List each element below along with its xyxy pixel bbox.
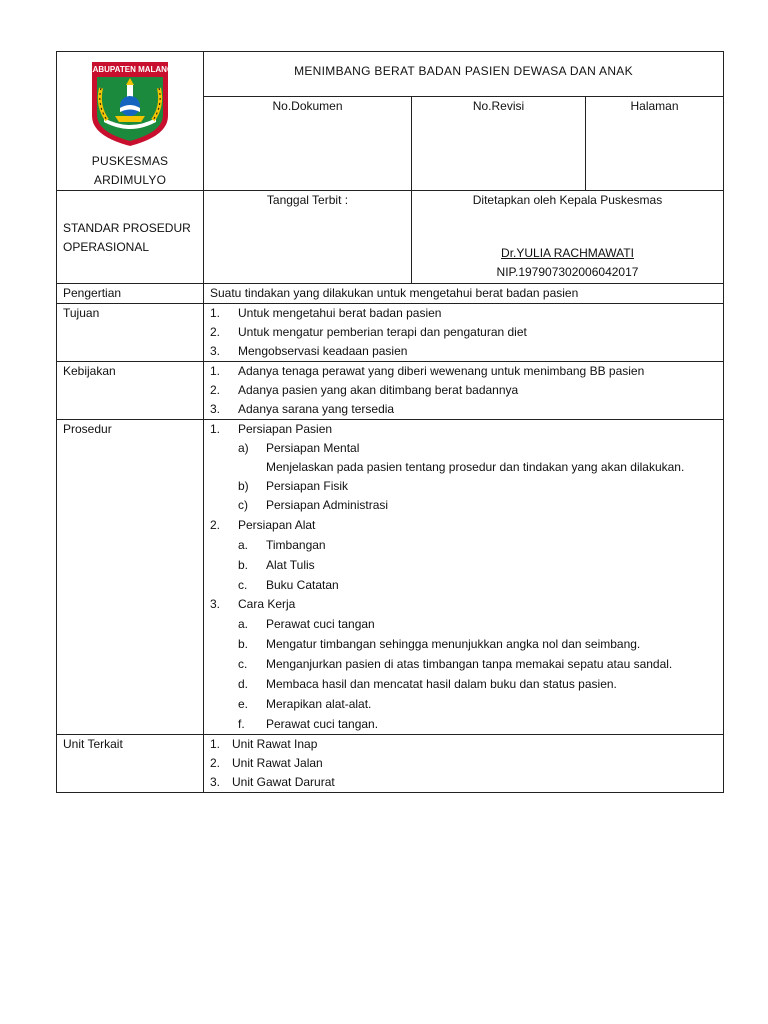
list-item: 2. Untuk mengatur pemberian terapi dan pengaturan diet (210, 325, 527, 339)
ditetapkan-label: Ditetapkan oleh Kepala Puskesmas (472, 193, 663, 207)
tanggal-terbit-cell (204, 191, 412, 284)
list-item: 3. Unit Gawat Darurat (210, 775, 335, 789)
sop-label-line-2: OPERASIONAL (63, 240, 150, 254)
no-revisi-cell (412, 97, 586, 191)
list-item: f. Perawat cuci tangan. (238, 717, 379, 731)
list-item: b) Persiapan Fisik (238, 479, 349, 493)
no-dokumen-cell (204, 97, 412, 191)
list-item: a. Timbangan (238, 538, 326, 552)
list-item: a) Persiapan Mental (238, 441, 360, 455)
section-cara-kerja: 3. Cara Kerja (210, 597, 296, 611)
list-item: a. Perawat cuci tangan (238, 617, 375, 631)
kebijakan-label: Kebijakan (57, 362, 204, 420)
kabupaten-malang-emblem (87, 58, 173, 148)
unit-terkait-list (204, 735, 724, 793)
section-persiapan-alat: 2. Persiapan Alat (210, 518, 316, 532)
kebijakan-list (204, 362, 724, 420)
list-item: c. Menganjurkan pasien di atas timbangan tanpa memakai sepatu atau sandal. (238, 657, 673, 671)
org-name (57, 152, 203, 190)
pengertian-text: Suatu tindakan yang dilakukan untuk mengetahui berat badan pasien (204, 284, 724, 304)
sop-table (56, 51, 724, 793)
list-item: 3. Adanya sarana yang tersedia (210, 402, 395, 416)
list-item: 1. Untuk mengetahui berat badan pasien (210, 306, 442, 320)
logo-cell (57, 52, 204, 191)
no-dokumen-label: No.Dokumen (272, 99, 343, 114)
unit-terkait-label: Unit Terkait (57, 735, 204, 793)
list-item: 1. Unit Rawat Inap (210, 737, 318, 751)
tujuan-label: Tujuan (57, 304, 204, 362)
document-title: MENIMBANG BERAT BADAN PASIEN DEWASA DAN ANAK (204, 52, 724, 97)
ditetapkan-cell (412, 191, 724, 284)
org-line-2: ARDIMULYO (93, 173, 167, 187)
no-revisi-label: No.Revisi (472, 99, 525, 114)
prosedur-label: Prosedur (57, 420, 204, 735)
signer-name: Dr.YULIA RACHMAWATI (501, 246, 634, 260)
tanggal-terbit-label: Tanggal Terbit : (266, 193, 349, 207)
list-item: b. Alat Tulis (238, 558, 315, 572)
list-item: b. Mengatur timbangan sehingga menunjukkan angka nol dan seimbang. (238, 637, 641, 651)
sop-label-cell (57, 191, 204, 284)
logo-text: KABUPATEN MALANG (87, 65, 173, 74)
list-item: d. Membaca hasil dan mencatat hasil dalam buku dan status pasien. (238, 677, 617, 691)
halaman-label: Halaman (630, 99, 679, 114)
sop-document (56, 51, 723, 793)
signer-nip: NIP.197907302006042017 (496, 265, 639, 279)
tujuan-list (204, 304, 724, 362)
pengertian-label: Pengertian (57, 284, 204, 304)
prosedur-list (204, 420, 724, 735)
persiapan-mental-description: Menjelaskan pada pasien tentang prosedur dan tindakan yang akan dilakukan. (266, 460, 685, 474)
list-item: 3. Mengobservasi keadaan pasien (210, 344, 408, 358)
list-item: 1. Adanya tenaga perawat yang diberi wewenang untuk menimbang BB pasien (210, 364, 645, 378)
list-item: c. Buku Catatan (238, 578, 339, 592)
list-item: c) Persiapan Administrasi (238, 498, 389, 512)
list-item: 2. Unit Rawat Jalan (210, 756, 323, 770)
sop-label-line-1: STANDAR PROSEDUR (63, 221, 191, 235)
section-persiapan-pasien: 1. Persiapan Pasien (210, 422, 333, 436)
org-line-1: PUSKESMAS (91, 154, 169, 168)
list-item: 2. Adanya pasien yang akan ditimbang berat badannya (210, 383, 519, 397)
list-item: e. Merapikan alat-alat. (238, 697, 372, 711)
halaman-cell (586, 97, 724, 191)
